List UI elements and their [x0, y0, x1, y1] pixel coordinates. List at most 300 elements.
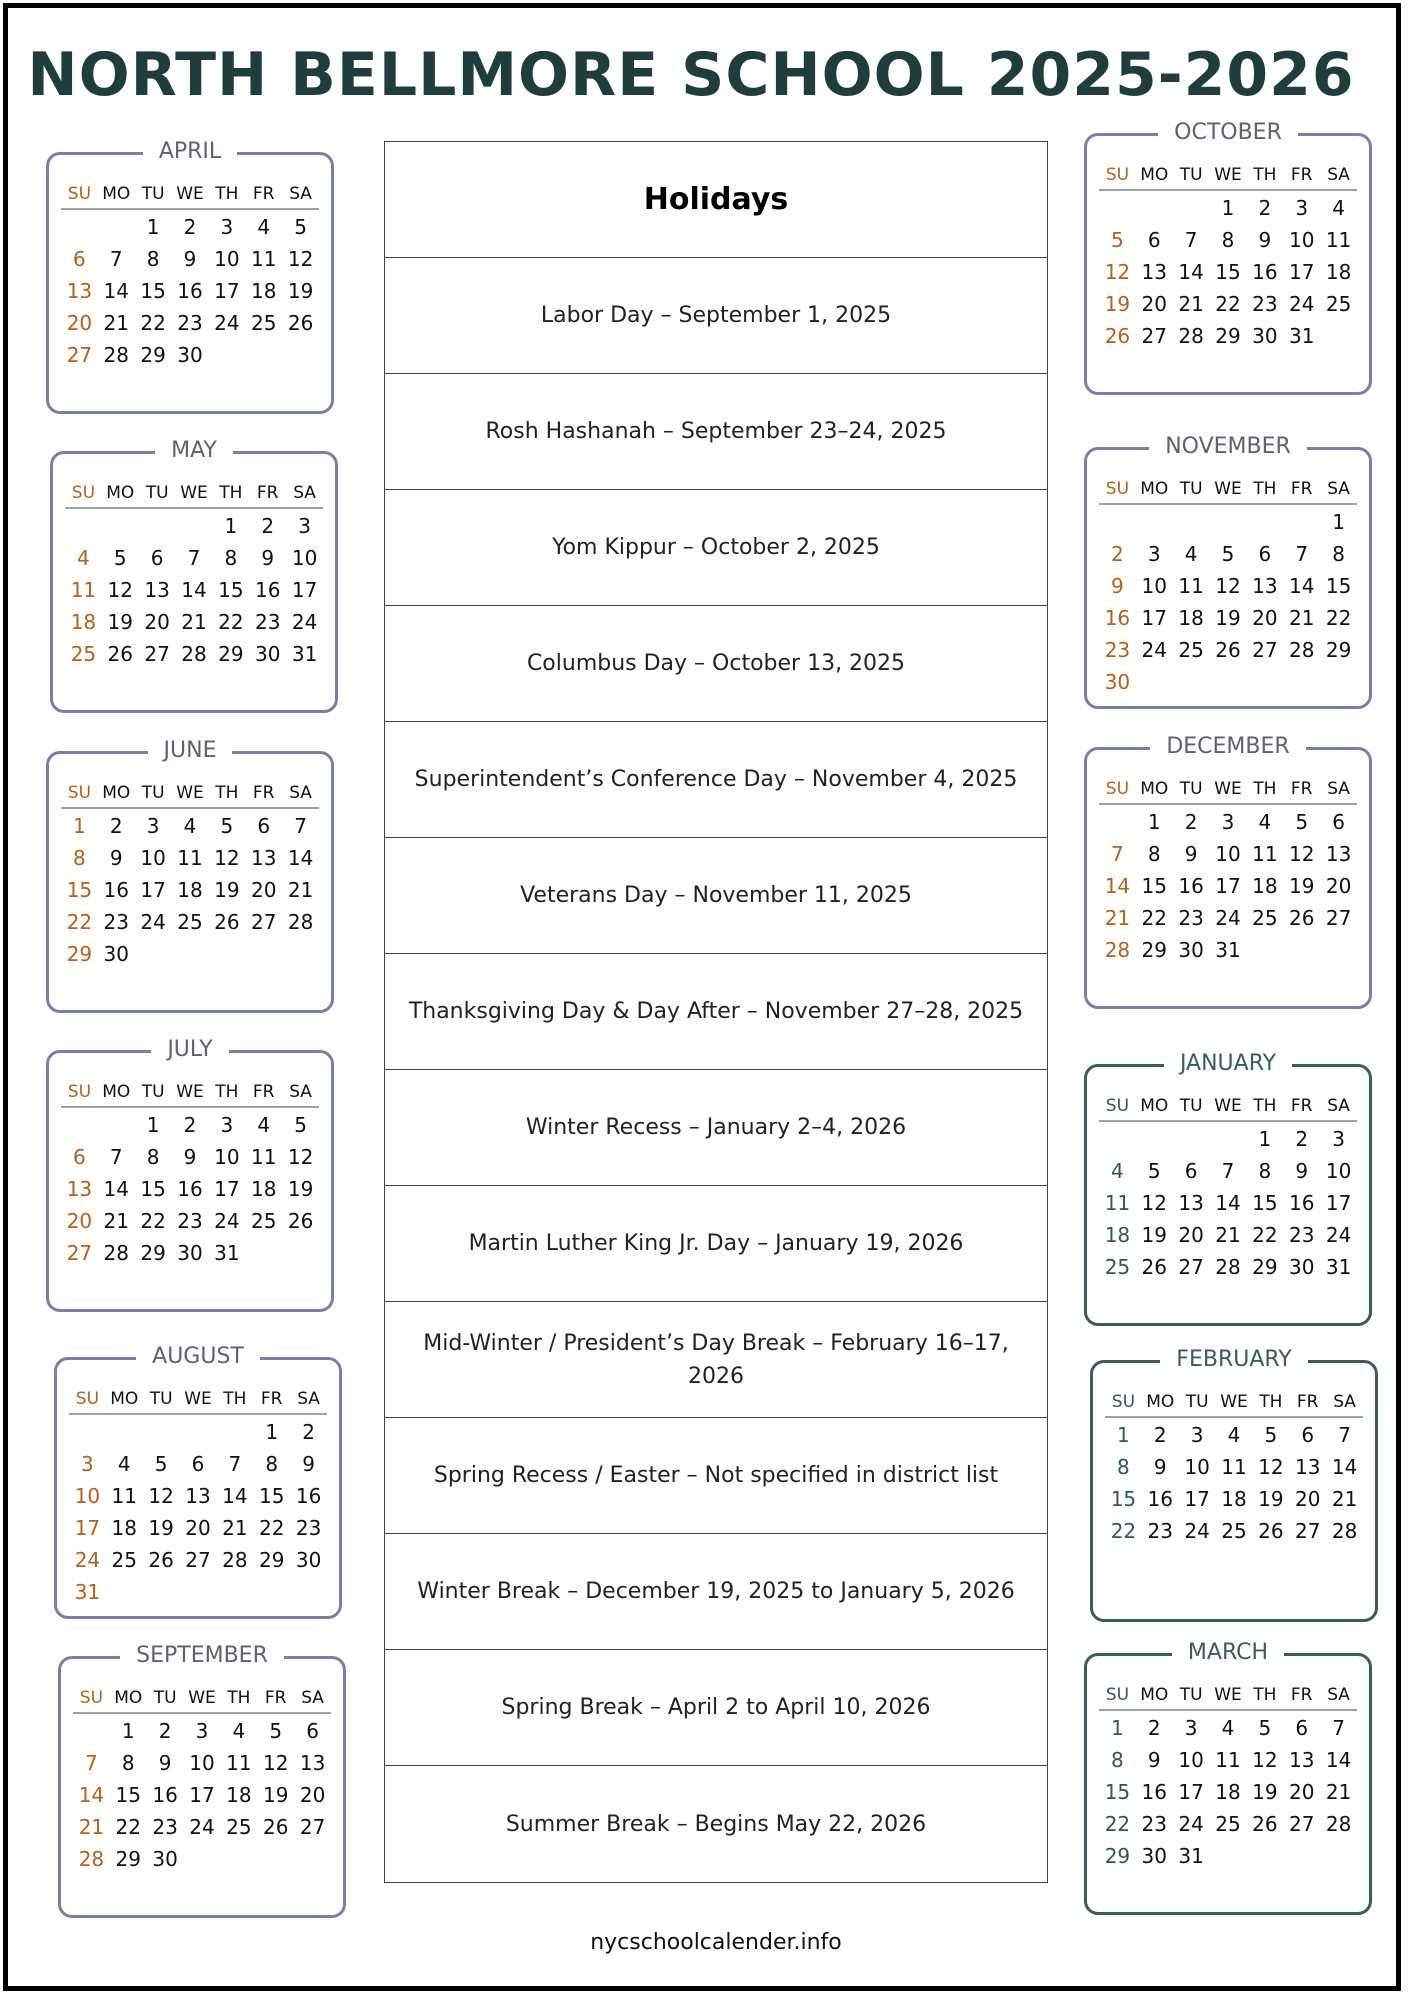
day-cell: 11: [70, 578, 97, 602]
day-cell: 2: [1147, 1716, 1161, 1740]
day-cell: 17: [1215, 874, 1241, 898]
day-cell: 28: [1178, 324, 1204, 348]
day-cell: 29: [66, 942, 93, 966]
day-cell: 20: [1294, 1487, 1321, 1511]
day-cell: 9: [261, 546, 275, 570]
weekday-header: SU: [1099, 1681, 1136, 1711]
day-cell: 15: [140, 1177, 166, 1201]
day-cell: 16: [1104, 606, 1131, 630]
day-cell: 18: [177, 878, 203, 902]
weekday-header: MO: [1136, 1681, 1173, 1711]
weekday-header: SA: [290, 1385, 327, 1415]
day-cell: 1: [1117, 1423, 1130, 1447]
day-cell: 29: [1104, 1844, 1131, 1868]
day-cell: 26: [1104, 324, 1131, 348]
day-cell: 15: [1141, 874, 1167, 898]
weekday-header: FR: [257, 1684, 294, 1714]
day-cell: 19: [1215, 606, 1241, 630]
weekday-header: WE: [172, 779, 209, 809]
day-cell: 1: [1332, 510, 1345, 534]
day-cell: 26: [214, 910, 240, 934]
weekday-header: FR: [1283, 475, 1320, 505]
day-cell: 20: [185, 1516, 211, 1540]
weekday-header: FR: [1283, 1092, 1320, 1122]
day-cell: 4: [183, 814, 197, 838]
day-cell: 17: [140, 878, 166, 902]
day-cell: 15: [66, 878, 93, 902]
day-cell: 24: [291, 610, 318, 634]
holiday-row: Mid-Winter / President’s Day Break – February 16–17, 2026: [385, 1302, 1047, 1418]
day-cell: 21: [1178, 292, 1204, 316]
month-name-label: JUNE: [148, 738, 233, 763]
day-cell: 5: [269, 1719, 283, 1743]
day-cell: 29: [1325, 638, 1352, 662]
month-name: [61, 1641, 343, 1671]
weekday-header: SU: [1099, 475, 1136, 505]
month-name-label: DECEMBER: [1150, 734, 1305, 759]
holiday-row: Spring Recess / Easter – Not specified in district list: [385, 1418, 1047, 1534]
day-cell: 17: [1325, 1191, 1352, 1215]
day-cell: 26: [287, 1209, 314, 1233]
day-cell: 27: [144, 642, 170, 666]
day-cell: 25: [111, 1548, 137, 1572]
day-cell: 1: [1147, 810, 1161, 834]
month-name-label: OCTOBER: [1158, 120, 1298, 145]
day-cell: 27: [66, 1241, 93, 1265]
day-cell: 17: [74, 1516, 101, 1540]
footer-site: nycschoolcalender.info: [590, 1930, 842, 1955]
month-name-label: SEPTEMBER: [120, 1643, 284, 1668]
day-cell: 23: [1104, 638, 1131, 662]
day-cell: 12: [262, 1751, 289, 1775]
day-cell: 14: [222, 1484, 248, 1508]
weekday-header: TH: [1246, 1092, 1283, 1122]
day-cell: 15: [1104, 1780, 1131, 1804]
day-cell: 14: [287, 846, 314, 870]
weekday-header: SU: [65, 479, 102, 509]
weekday-header: MO: [1142, 1388, 1179, 1418]
weekday-header: SA: [1320, 161, 1357, 191]
day-cell: 30: [1104, 670, 1131, 694]
day-cell: 4: [1332, 196, 1345, 220]
day-cell: 8: [146, 1145, 160, 1169]
weekday-header: TH: [1246, 475, 1283, 505]
day-cell: 7: [1338, 1423, 1351, 1447]
weekday-header: TH: [212, 479, 249, 509]
month-calendar-march: [1084, 1640, 1372, 1915]
day-cell: 19: [1252, 1780, 1278, 1804]
day-cell: 7: [109, 247, 123, 271]
day-cell: 27: [1141, 324, 1167, 348]
day-cell: 4: [1227, 1423, 1241, 1447]
weekday-header: SU: [73, 1684, 110, 1714]
month-grid: [61, 179, 319, 371]
day-cell: 18: [226, 1783, 252, 1807]
day-cell: 29: [140, 343, 166, 367]
weekday-header: SA: [1320, 775, 1357, 805]
day-cell: 12: [287, 1145, 314, 1169]
day-cell: 15: [115, 1783, 141, 1807]
day-cell: 13: [66, 1177, 93, 1201]
day-cell: 13: [1178, 1191, 1204, 1215]
weekday-header: TU: [1173, 1681, 1210, 1711]
day-cell: 17: [1178, 1780, 1204, 1804]
day-cell: 23: [254, 610, 281, 634]
day-cell: 21: [222, 1516, 248, 1540]
month-name-label: NOVEMBER: [1149, 434, 1307, 459]
day-cell: 4: [1221, 1716, 1235, 1740]
day-cell: 12: [1215, 574, 1241, 598]
month-calendar-january: [1084, 1051, 1372, 1326]
day-cell: 20: [1288, 1780, 1315, 1804]
holiday-row: Winter Recess – January 2–4, 2026: [385, 1070, 1047, 1186]
day-cell: 28: [103, 343, 129, 367]
day-cell: 11: [1325, 228, 1352, 252]
day-cell: 5: [294, 1113, 307, 1137]
day-cell: 28: [1104, 938, 1131, 962]
day-cell: 11: [1252, 842, 1278, 866]
day-cell: 24: [214, 311, 240, 335]
weekday-header: WE: [180, 1385, 217, 1415]
day-cell: 21: [287, 878, 314, 902]
day-cell: 19: [262, 1783, 289, 1807]
holidays-header: Holidays: [385, 142, 1047, 258]
day-cell: 20: [1252, 606, 1278, 630]
day-cell: 13: [1325, 842, 1352, 866]
day-cell: 10: [1141, 574, 1167, 598]
day-cell: 19: [1258, 1487, 1284, 1511]
weekday-header: SU: [61, 1078, 98, 1108]
day-cell: 13: [185, 1484, 211, 1508]
day-cell: 13: [144, 578, 170, 602]
day-cell: 20: [66, 311, 93, 335]
day-cell: 7: [1295, 542, 1309, 566]
month-grid: [73, 1683, 331, 1875]
day-cell: 21: [1215, 1223, 1241, 1247]
day-cell: 25: [250, 1209, 277, 1233]
day-cell: 2: [1111, 542, 1124, 566]
day-cell: 24: [1178, 1812, 1204, 1836]
page-title: NORTH BELLMORE SCHOOL 2025-2026: [27, 40, 1355, 110]
day-cell: 27: [66, 343, 93, 367]
day-cell: 2: [183, 1113, 197, 1137]
day-cell: 9: [109, 846, 123, 870]
day-cell: 22: [218, 610, 244, 634]
day-cell: 13: [1141, 260, 1167, 284]
day-cell: 9: [1184, 842, 1198, 866]
weekday-header: SU: [61, 180, 98, 210]
weekday-header: FR: [249, 479, 286, 509]
day-cell: 22: [140, 1209, 166, 1233]
weekday-header: SA: [1320, 475, 1357, 505]
day-cell: 6: [1147, 228, 1161, 252]
day-cell: 16: [254, 578, 281, 602]
day-cell: 6: [1184, 1159, 1198, 1183]
day-cell: 22: [1252, 1223, 1278, 1247]
day-cell: 29: [1141, 938, 1167, 962]
day-cell: 30: [177, 1241, 203, 1265]
month-calendar-september: [58, 1643, 346, 1918]
day-cell: 3: [195, 1719, 209, 1743]
day-cell: 7: [294, 814, 307, 838]
weekday-header: TU: [1173, 161, 1210, 191]
month-calendar-august: [54, 1344, 342, 1619]
month-grid: [61, 778, 319, 970]
day-cell: 12: [214, 846, 240, 870]
day-cell: 10: [140, 846, 166, 870]
weekday-header: FR: [245, 1078, 282, 1108]
day-cell: 10: [74, 1484, 101, 1508]
day-cell: 8: [146, 247, 160, 271]
month-name: [1087, 118, 1369, 148]
day-cell: 1: [146, 215, 160, 239]
day-cell: 13: [66, 279, 93, 303]
month-name: [1093, 1345, 1375, 1375]
weekday-header: TU: [135, 1078, 172, 1108]
day-cell: 3: [81, 1452, 94, 1476]
day-cell: 2: [109, 814, 123, 838]
day-cell: 30: [177, 343, 203, 367]
day-cell: 11: [1221, 1455, 1247, 1479]
weekday-header: TU: [1173, 775, 1210, 805]
day-cell: 4: [257, 1113, 271, 1137]
day-cell: 12: [1141, 1191, 1167, 1215]
day-cell: 27: [1288, 1812, 1315, 1836]
day-cell: 28: [1288, 638, 1315, 662]
holidays-table: [384, 141, 1048, 1883]
day-cell: 28: [78, 1847, 105, 1871]
day-cell: 3: [220, 1113, 234, 1137]
day-cell: 16: [1288, 1191, 1315, 1215]
day-cell: 29: [258, 1548, 285, 1572]
weekday-header: TU: [139, 479, 176, 509]
month-grid: [65, 478, 323, 670]
day-cell: 18: [1221, 1487, 1247, 1511]
weekday-header: TH: [208, 1078, 245, 1108]
day-cell: 8: [224, 546, 238, 570]
day-cell: 22: [258, 1516, 285, 1540]
month-name-label: MARCH: [1172, 1640, 1284, 1665]
day-cell: 27: [1325, 906, 1352, 930]
day-cell: 28: [181, 642, 207, 666]
day-cell: 3: [146, 814, 160, 838]
holiday-row: Thanksgiving Day & Day After – November 27–28, 2025: [385, 954, 1047, 1070]
day-cell: 31: [291, 642, 318, 666]
holiday-row: Summer Break – Begins May 22, 2026: [505, 1811, 927, 1837]
day-cell: 5: [1221, 542, 1235, 566]
month-calendar-may: [50, 438, 338, 713]
day-cell: 25: [70, 642, 97, 666]
day-cell: 6: [73, 247, 86, 271]
day-cell: 13: [1288, 1748, 1315, 1772]
day-cell: 6: [150, 546, 164, 570]
day-cell: 21: [103, 311, 129, 335]
day-cell: 12: [148, 1484, 174, 1508]
weekday-header: MO: [1136, 775, 1173, 805]
month-calendar-november: [1084, 434, 1372, 709]
day-cell: 15: [258, 1484, 285, 1508]
day-cell: 9: [183, 1145, 197, 1169]
weekday-header: SA: [1320, 1092, 1357, 1122]
weekday-header: TU: [135, 779, 172, 809]
day-cell: 21: [1331, 1487, 1358, 1511]
day-cell: 10: [1178, 1748, 1204, 1772]
day-cell: 21: [78, 1815, 105, 1839]
day-cell: 17: [1184, 1487, 1210, 1511]
day-cell: 20: [66, 1209, 93, 1233]
day-cell: 24: [1184, 1519, 1210, 1543]
day-cell: 31: [1288, 324, 1315, 348]
day-cell: 21: [103, 1209, 129, 1233]
day-cell: 10: [214, 1145, 240, 1169]
weekday-header: SU: [69, 1385, 106, 1415]
day-cell: 19: [148, 1516, 174, 1540]
weekday-header: WE: [1216, 1388, 1253, 1418]
day-cell: 8: [1332, 542, 1345, 566]
day-cell: 20: [1325, 874, 1352, 898]
day-cell: 1: [73, 814, 86, 838]
day-cell: 16: [103, 878, 129, 902]
day-cell: 14: [1331, 1455, 1358, 1479]
weekday-header: WE: [1210, 161, 1247, 191]
day-cell: 29: [1215, 324, 1241, 348]
day-cell: 25: [1215, 1812, 1241, 1836]
day-cell: 9: [1147, 1748, 1161, 1772]
day-cell: 11: [226, 1751, 252, 1775]
day-cell: 30: [254, 642, 281, 666]
day-cell: 26: [262, 1815, 289, 1839]
day-cell: 27: [185, 1548, 211, 1572]
day-cell: 2: [1184, 810, 1198, 834]
day-cell: 16: [1252, 260, 1278, 284]
month-name: [49, 736, 331, 766]
day-cell: 23: [295, 1516, 322, 1540]
month-name-label: JANUARY: [1164, 1051, 1292, 1076]
day-cell: 3: [220, 215, 234, 239]
day-cell: 2: [302, 1420, 315, 1444]
day-cell: 15: [140, 279, 166, 303]
day-cell: 29: [218, 642, 244, 666]
day-cell: 25: [1221, 1519, 1247, 1543]
day-cell: 24: [74, 1548, 101, 1572]
day-cell: 14: [78, 1783, 105, 1807]
day-cell: 21: [1288, 606, 1315, 630]
day-cell: 3: [1147, 542, 1161, 566]
day-cell: 22: [1215, 292, 1241, 316]
day-cell: 29: [140, 1241, 166, 1265]
day-cell: 24: [189, 1815, 215, 1839]
day-cell: 30: [1141, 1844, 1167, 1868]
day-cell: 11: [1104, 1191, 1131, 1215]
day-cell: 27: [1294, 1519, 1321, 1543]
weekday-header: MO: [102, 479, 139, 509]
day-cell: 18: [70, 610, 97, 634]
day-cell: 10: [1215, 842, 1241, 866]
weekday-header: TH: [1246, 1681, 1283, 1711]
day-cell: 25: [226, 1815, 252, 1839]
day-cell: 13: [250, 846, 277, 870]
day-cell: 2: [1258, 196, 1272, 220]
weekday-header: SU: [61, 779, 98, 809]
day-cell: 20: [144, 610, 170, 634]
day-cell: 5: [1295, 810, 1309, 834]
day-cell: 4: [232, 1719, 246, 1743]
day-cell: 7: [187, 546, 201, 570]
day-cell: 23: [177, 1209, 203, 1233]
day-cell: 31: [1215, 938, 1241, 962]
day-cell: 24: [140, 910, 166, 934]
day-cell: 26: [107, 642, 133, 666]
day-cell: 1: [121, 1719, 135, 1743]
day-cell: 16: [1147, 1487, 1173, 1511]
day-cell: 24: [214, 1209, 240, 1233]
day-cell: 21: [1325, 1780, 1352, 1804]
day-cell: 12: [107, 578, 133, 602]
day-cell: 8: [1258, 1159, 1272, 1183]
holiday-row: Superintendent’s Conference Day – November 4, 2025: [385, 722, 1047, 838]
weekday-header: TH: [1246, 775, 1283, 805]
day-cell: 28: [103, 1241, 129, 1265]
day-cell: 30: [1288, 1255, 1315, 1279]
weekday-header: SU: [1099, 775, 1136, 805]
weekday-header: SA: [282, 779, 319, 809]
day-cell: 8: [1147, 842, 1161, 866]
month-name: [1087, 732, 1369, 762]
day-cell: 8: [73, 846, 86, 870]
day-cell: 6: [73, 1145, 86, 1169]
day-cell: 9: [1258, 228, 1272, 252]
day-cell: 22: [66, 910, 93, 934]
day-cell: 26: [1215, 638, 1241, 662]
day-cell: 2: [1295, 1127, 1309, 1151]
day-cell: 26: [1141, 1255, 1167, 1279]
day-cell: 9: [1153, 1455, 1167, 1479]
holiday-row: Rosh Hashanah – September 23–24, 2025: [385, 374, 1047, 490]
day-cell: 25: [1104, 1255, 1131, 1279]
day-cell: 23: [1252, 292, 1278, 316]
day-cell: 26: [1252, 1812, 1278, 1836]
day-cell: 26: [287, 311, 314, 335]
weekday-header: FR: [1283, 161, 1320, 191]
day-cell: 11: [111, 1484, 137, 1508]
day-cell: 10: [214, 247, 240, 271]
day-cell: 18: [111, 1516, 137, 1540]
day-cell: 5: [154, 1452, 168, 1476]
day-cell: 24: [1215, 906, 1241, 930]
day-cell: 23: [1141, 1812, 1167, 1836]
day-cell: 24: [1325, 1223, 1352, 1247]
day-cell: 31: [1325, 1255, 1352, 1279]
weekday-header: TU: [147, 1684, 184, 1714]
holiday-row: Winter Break – December 19, 2025 to January 5, 2026: [385, 1534, 1047, 1650]
day-cell: 19: [107, 610, 133, 634]
day-cell: 22: [115, 1815, 141, 1839]
day-cell: 14: [1178, 260, 1204, 284]
weekday-header: WE: [172, 1078, 209, 1108]
month-calendar-june: [46, 738, 334, 1013]
weekday-header: TH: [208, 180, 245, 210]
day-cell: 22: [1325, 606, 1352, 630]
month-calendar-april: [46, 139, 334, 414]
day-cell: 5: [1258, 1716, 1272, 1740]
day-cell: 10: [189, 1751, 215, 1775]
day-cell: 1: [265, 1420, 279, 1444]
day-cell: 3: [1190, 1423, 1204, 1447]
day-cell: 25: [1252, 906, 1278, 930]
month-grid: [1099, 1680, 1357, 1872]
day-cell: 16: [1178, 874, 1204, 898]
day-cell: 19: [1104, 292, 1131, 316]
